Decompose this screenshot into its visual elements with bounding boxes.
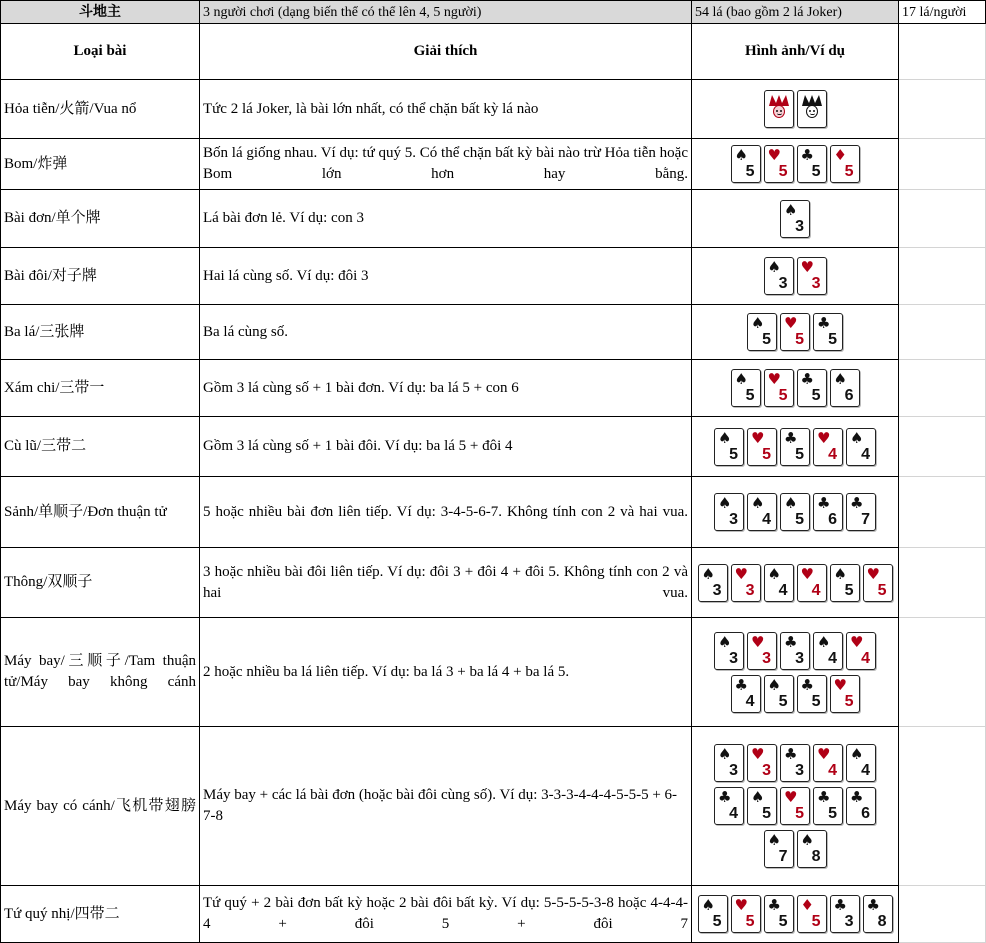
playing-card	[714, 632, 744, 670]
playing-card	[780, 428, 810, 466]
column-header-explain[interactable]	[200, 24, 692, 80]
card-rank: 5	[745, 387, 755, 404]
table-row	[0, 190, 986, 248]
card-rank: 5	[811, 163, 821, 180]
card-suit-icon: ♠	[833, 564, 847, 583]
card-suit-icon: ♥	[833, 675, 847, 694]
playing-card	[731, 895, 761, 933]
card-suit-icon: ♣	[784, 745, 798, 763]
type-label: Bom/炸弹	[4, 155, 68, 172]
explain-cell[interactable]	[200, 417, 692, 477]
explain-text: Gồm 3 lá cùng số + 1 bài đơn. Ví dụ: ba lá 5 + con 6	[203, 379, 519, 396]
explain-text: 5 hoặc nhiều bài đơn liên tiếp. Ví dụ: 3-4-5-6-7. Không tính con 2 và hai vua.	[203, 503, 688, 520]
explain-text: Tứ quý + 2 bài đơn bất kỳ hoặc 2 bài đôi bất kỳ. Ví dụ: 5-5-5-5-3-8 hoặc 4-4-4-4 + đôi 5 + đôi 7	[203, 895, 688, 932]
playing-card	[813, 428, 843, 466]
table-row	[0, 360, 986, 417]
card-suit-icon: ♠	[751, 494, 765, 512]
playing-card	[846, 632, 876, 670]
header-deck-cell[interactable]	[692, 0, 899, 24]
card-hand	[714, 493, 876, 531]
playing-card	[747, 744, 777, 782]
example-cell[interactable]	[692, 80, 899, 139]
card-rank: 3	[762, 649, 771, 667]
explain-text: Lá bài đơn lẻ. Ví dụ: con 3	[203, 210, 364, 226]
card-suit-icon: ♠	[767, 831, 781, 849]
card-rank: 5	[745, 913, 755, 930]
card-rank: 5	[762, 805, 771, 822]
card-rank: 5	[877, 581, 887, 599]
playing-card	[714, 744, 744, 782]
table-row	[0, 305, 986, 360]
card-suit-icon: ♥	[784, 314, 798, 332]
empty-cell[interactable]	[899, 548, 986, 618]
type-cell[interactable]	[0, 248, 200, 305]
column-header-row	[0, 24, 986, 80]
card-suit-icon: ♣	[767, 896, 781, 914]
playing-card	[813, 313, 843, 351]
explain-cell[interactable]	[200, 80, 692, 139]
explain-text: Tức 2 lá Joker, là bài lớn nhất, có thể chặn bất kỳ lá nào	[203, 100, 539, 117]
playing-card	[846, 744, 876, 782]
playing-card	[813, 744, 843, 782]
card-rank: 5	[811, 913, 821, 930]
playing-card	[731, 564, 761, 602]
example-cell[interactable]	[692, 477, 899, 548]
header-players-cell[interactable]	[200, 0, 692, 24]
table-row	[0, 477, 986, 548]
card-suit-icon: ♣	[817, 788, 831, 806]
playing-card	[714, 493, 744, 531]
column-header-type[interactable]	[0, 24, 200, 80]
empty-cell[interactable]	[899, 190, 986, 248]
card-suit-icon: ♠	[751, 314, 765, 332]
empty-cell[interactable]	[899, 886, 986, 943]
card-suit-icon: ♠	[767, 564, 781, 583]
card-suit-icon: ♠	[734, 146, 748, 164]
card-rank: 5	[795, 805, 804, 822]
card-rank: 4	[729, 805, 738, 822]
playing-card	[813, 787, 843, 825]
card-suit-icon: ♠	[817, 632, 831, 651]
playing-card	[830, 895, 860, 933]
table-row	[0, 886, 986, 943]
card-suit-icon: ♠	[718, 632, 732, 651]
table-row	[0, 618, 986, 727]
playing-card	[780, 632, 810, 670]
empty-cell[interactable]	[899, 618, 986, 727]
empty-cell[interactable]	[899, 80, 986, 139]
card-rank: 4	[861, 762, 870, 779]
card-suit-icon: ♥	[784, 788, 798, 806]
card-rank: 8	[877, 913, 887, 930]
card-rank: 5	[778, 692, 788, 710]
card-hand	[731, 145, 860, 183]
type-label: Tứ quý nhị/四带二	[4, 905, 120, 922]
table-row	[0, 248, 986, 305]
card-suit-icon: ♠	[800, 831, 814, 849]
card-rank: 4	[828, 762, 837, 779]
column-type-label: Loại bài	[73, 43, 127, 59]
type-cell[interactable]	[0, 548, 200, 618]
card-suit-icon: ♥	[767, 146, 781, 164]
playing-card	[747, 313, 777, 351]
empty-cell[interactable]	[899, 727, 986, 886]
card-rank: 3	[811, 275, 821, 292]
card-rank: 5	[729, 445, 738, 463]
explain-cell[interactable]	[200, 477, 692, 548]
playing-card	[813, 493, 843, 531]
card-rank: 5	[828, 805, 837, 822]
playing-card	[797, 895, 827, 933]
playing-card	[830, 564, 860, 602]
card-suit-icon: ♠	[767, 675, 781, 694]
card-hand	[698, 564, 893, 602]
playing-card	[764, 369, 794, 407]
playing-card	[863, 564, 893, 602]
type-cell[interactable]	[0, 727, 200, 886]
card-rank: 3	[729, 511, 738, 528]
table-row	[0, 548, 986, 618]
example-cell[interactable]	[692, 618, 899, 727]
type-label: Thông/双顺子	[4, 574, 93, 590]
card-suit-icon: ♠	[718, 494, 732, 512]
explain-cell[interactable]	[200, 618, 692, 727]
explain-text: 3 hoặc nhiều bài đôi liên tiếp. Ví dụ: đôi 3 + đôi 4 + đôi 5. Không tính con 2 và hai vua.	[203, 563, 688, 601]
card-rank: 4	[778, 581, 788, 599]
card-hand	[714, 428, 876, 466]
card-rank: 4	[828, 445, 837, 463]
card-rank: 5	[778, 163, 788, 180]
header-title-cell[interactable]	[0, 0, 200, 24]
card-rank: 4	[811, 581, 821, 599]
card-rank: 5	[762, 331, 771, 348]
card-rank: 6	[861, 805, 870, 822]
playing-card	[797, 257, 827, 295]
explain-text: Gồm 3 lá cùng số + 1 bài đôi. Ví dụ: ba lá 5 + đôi 4	[203, 438, 513, 454]
card-suit-icon: ♣	[800, 370, 814, 388]
card-suit-icon: ♠	[833, 370, 847, 388]
playing-card	[797, 145, 827, 183]
card-rank: 5	[795, 445, 804, 463]
playing-card	[830, 369, 860, 407]
card-rank: 5	[844, 692, 854, 710]
type-label: Bài đơn/单个牌	[4, 210, 101, 226]
playing-card	[731, 145, 761, 183]
card-rank: 5	[828, 331, 837, 348]
card-suit-icon: ♥	[800, 258, 814, 276]
card-suit-icon: ♠	[701, 896, 715, 914]
playing-card	[797, 830, 827, 868]
card-suit-icon: ♥	[751, 745, 765, 763]
explain-cell[interactable]	[200, 305, 692, 360]
card-rank: 3	[795, 762, 804, 779]
card-rank: 7	[778, 848, 788, 865]
playing-card	[698, 564, 728, 602]
card-suit-icon: ♥	[734, 564, 748, 583]
playing-card	[780, 787, 810, 825]
playing-card	[813, 632, 843, 670]
playing-card	[764, 564, 794, 602]
type-label: Máy bay/三顺子/Tam thuận tử/Máy bay không cánh	[4, 653, 196, 690]
explain-cell[interactable]	[200, 248, 692, 305]
playing-card	[764, 895, 794, 933]
playing-card	[780, 200, 810, 238]
card-rank: 7	[861, 511, 870, 528]
explain-cell[interactable]	[200, 727, 692, 886]
card-hand	[714, 632, 876, 670]
playing-card	[830, 675, 860, 713]
card-suit-icon: ♠	[718, 428, 732, 447]
empty-cell[interactable]	[899, 477, 986, 548]
card-suit-icon: ♥	[850, 632, 864, 651]
playing-card	[846, 493, 876, 531]
card-rank: 6	[828, 511, 837, 528]
card-rank: 3	[795, 217, 804, 235]
example-cell[interactable]	[692, 305, 899, 360]
example-cell[interactable]	[692, 548, 899, 618]
type-cell[interactable]	[0, 139, 200, 190]
playing-card	[747, 632, 777, 670]
card-hand	[698, 895, 893, 933]
empty-cell[interactable]	[899, 417, 986, 477]
example-cell[interactable]	[692, 139, 899, 190]
playing-card	[863, 895, 893, 933]
explain-cell[interactable]	[200, 139, 692, 190]
empty-cell[interactable]	[899, 24, 986, 80]
table-row	[0, 417, 986, 477]
example-cell[interactable]	[692, 360, 899, 417]
type-cell[interactable]	[0, 360, 200, 417]
card-rank: 3	[762, 762, 771, 779]
card-suit-icon: ♥	[751, 632, 765, 651]
card-rank: 5	[811, 692, 821, 710]
card-suit-icon: ♦	[800, 896, 814, 914]
empty-cell[interactable]	[899, 248, 986, 305]
type-cell[interactable]	[0, 417, 200, 477]
card-suit-icon: ♣	[784, 428, 798, 447]
card-hand	[731, 369, 860, 407]
card-rank: 3	[745, 581, 755, 599]
card-suit-icon: ♣	[734, 675, 748, 694]
card-suit-icon: ♥	[800, 564, 814, 583]
card-rank: 6	[844, 387, 854, 404]
header-deck: 54 lá (bao gồm 2 lá Joker)	[695, 5, 842, 20]
column-header-example[interactable]	[692, 24, 899, 80]
playing-card	[731, 369, 761, 407]
playing-card	[780, 493, 810, 531]
playing-card	[797, 675, 827, 713]
card-hand	[731, 675, 860, 713]
playing-card	[780, 744, 810, 782]
explain-text: Bốn lá giống nhau. Ví dụ: tứ quý 5. Có thể chặn bất kỳ bài nào trừ Hỏa tiễn hoặc Bom lớn hơn hay bằng.	[203, 145, 688, 182]
card-rank: 5	[778, 387, 788, 404]
type-label: Ba lá/三张牌	[4, 323, 85, 340]
playing-card	[747, 787, 777, 825]
type-label: Xám chi/三带一	[4, 379, 105, 396]
explain-text: 2 hoặc nhiều ba lá liên tiếp. Ví dụ: ba lá 3 + ba lá 4 + ba lá 5.	[203, 663, 570, 680]
card-rank: 5	[795, 331, 804, 348]
card-suit-icon: ♣	[800, 146, 814, 164]
empty-cell[interactable]	[899, 305, 986, 360]
playing-card	[747, 428, 777, 466]
card-suit-icon: ♠	[751, 788, 765, 806]
playing-card	[846, 428, 876, 466]
table-row	[0, 139, 986, 190]
card-rank: 5	[762, 445, 771, 463]
empty-cell[interactable]	[899, 139, 986, 190]
header-row	[0, 0, 986, 24]
card-suit-icon: ♠	[784, 494, 798, 512]
playing-card	[764, 830, 794, 868]
card-suit-icon: ♣	[784, 632, 798, 651]
explain-cell[interactable]	[200, 548, 692, 618]
card-suit-icon: ♠	[767, 258, 781, 276]
example-cell[interactable]	[692, 190, 899, 248]
card-rank: 4	[861, 445, 870, 463]
card-hand	[764, 830, 827, 868]
type-label: Bài đôi/对子牌	[4, 267, 97, 284]
column-example-label: Hình ảnh/Ví dụ	[744, 43, 846, 59]
type-label: Cù lũ/三带二	[4, 438, 87, 454]
playing-card	[797, 369, 827, 407]
card-hand	[764, 90, 827, 128]
card-suit-icon: ♣	[817, 494, 831, 512]
card-suit-icon: ♠	[850, 428, 864, 447]
card-rank: 4	[762, 511, 771, 528]
header-per-player: 17 lá/người	[902, 5, 967, 20]
example-cell[interactable]	[692, 727, 899, 886]
card-rank: 5	[745, 163, 755, 180]
card-hand	[747, 313, 843, 351]
card-suit-icon: ♣	[850, 788, 864, 806]
card-suit-icon: ♣	[718, 788, 732, 806]
playing-card	[764, 675, 794, 713]
card-rank: 5	[844, 581, 854, 599]
card-suit-icon: ♣	[833, 896, 847, 914]
playing-card	[731, 675, 761, 713]
card-suit-icon: ♥	[734, 896, 748, 914]
type-label: Sảnh/单顺子/Đơn thuận tử	[4, 503, 167, 520]
card-suit-icon: ♥	[817, 745, 831, 763]
playing-card	[764, 257, 794, 295]
playing-card	[797, 564, 827, 602]
playing-card	[714, 787, 744, 825]
explain-text: Hai lá cùng số. Ví dụ: đôi 3	[203, 267, 369, 284]
card-rank: 5	[712, 913, 722, 930]
card-rank: 3	[844, 913, 854, 930]
card-rank: 3	[795, 649, 804, 667]
example-cell[interactable]	[692, 886, 899, 943]
column-explain-label: Giải thích	[413, 43, 478, 59]
type-cell[interactable]	[0, 305, 200, 360]
card-suit-icon: ♣	[817, 314, 831, 332]
card-hand	[714, 787, 876, 825]
playing-card	[780, 313, 810, 351]
card-rank: 5	[795, 511, 804, 528]
card-suit-icon: ♥	[751, 428, 765, 447]
card-rank: 3	[729, 649, 738, 667]
card-rank: 3	[712, 581, 722, 599]
type-label: Máy bay có cánh/飞机带翅膀	[4, 797, 196, 814]
card-suit-icon: ♠	[850, 745, 864, 763]
card-suit-icon: ♠	[734, 370, 748, 388]
card-rank: 4	[745, 692, 755, 710]
table-row	[0, 727, 986, 886]
type-cell[interactable]	[0, 477, 200, 548]
empty-cell[interactable]	[899, 360, 986, 417]
card-suit-icon: ♣	[800, 675, 814, 694]
playing-card	[747, 493, 777, 531]
red-joker-card-icon	[764, 90, 794, 128]
explain-cell[interactable]	[200, 886, 692, 943]
card-rank: 8	[811, 848, 821, 865]
header-title: 斗地主	[79, 5, 121, 20]
card-hand	[764, 257, 827, 295]
card-rank: 4	[861, 649, 870, 667]
card-rank: 5	[811, 387, 821, 404]
type-cell[interactable]	[0, 190, 200, 248]
card-rank: 4	[828, 649, 837, 667]
card-suit-icon: ♥	[767, 370, 781, 388]
explain-text: Ba lá cùng số.	[203, 323, 288, 340]
type-cell[interactable]	[0, 886, 200, 943]
card-rank: 3	[729, 762, 738, 779]
table-row	[0, 80, 986, 139]
card-suit-icon: ♠	[701, 564, 715, 583]
card-suit-icon: ♣	[866, 896, 880, 914]
card-suit-icon: ♦	[833, 146, 847, 164]
card-rank: 5	[778, 913, 788, 930]
explain-text: Máy bay + các lá bài đơn (hoặc bài đôi cùng số). Ví dụ: 3-3-3-4-4-4-5-5-5 + 6-7-8	[203, 787, 678, 824]
playing-card	[714, 428, 744, 466]
card-suit-icon: ♠	[718, 745, 732, 763]
type-label: Hỏa tiễn/火箭/Vua nổ	[4, 100, 137, 117]
playing-card	[830, 145, 860, 183]
black-joker-card-icon	[797, 90, 827, 128]
card-hand	[714, 744, 876, 782]
card-rank: 5	[844, 163, 854, 180]
type-cell[interactable]	[0, 80, 200, 139]
explain-cell[interactable]	[200, 360, 692, 417]
example-cell[interactable]	[692, 417, 899, 477]
playing-card	[846, 787, 876, 825]
card-suit-icon: ♥	[817, 428, 831, 447]
card-suit-icon: ♠	[784, 200, 798, 219]
explain-cell[interactable]	[200, 190, 692, 248]
example-cell[interactable]	[692, 248, 899, 305]
card-suit-icon: ♣	[850, 494, 864, 512]
card-suit-icon: ♥	[866, 564, 880, 583]
header-players: 3 người chơi (dạng biến thể có thể lên 4, 5 người)	[203, 5, 482, 20]
playing-card	[698, 895, 728, 933]
card-hand	[780, 200, 810, 238]
header-per-player-cell[interactable]	[899, 0, 986, 24]
playing-card	[764, 145, 794, 183]
card-rank: 3	[778, 275, 788, 292]
type-cell[interactable]	[0, 618, 200, 727]
